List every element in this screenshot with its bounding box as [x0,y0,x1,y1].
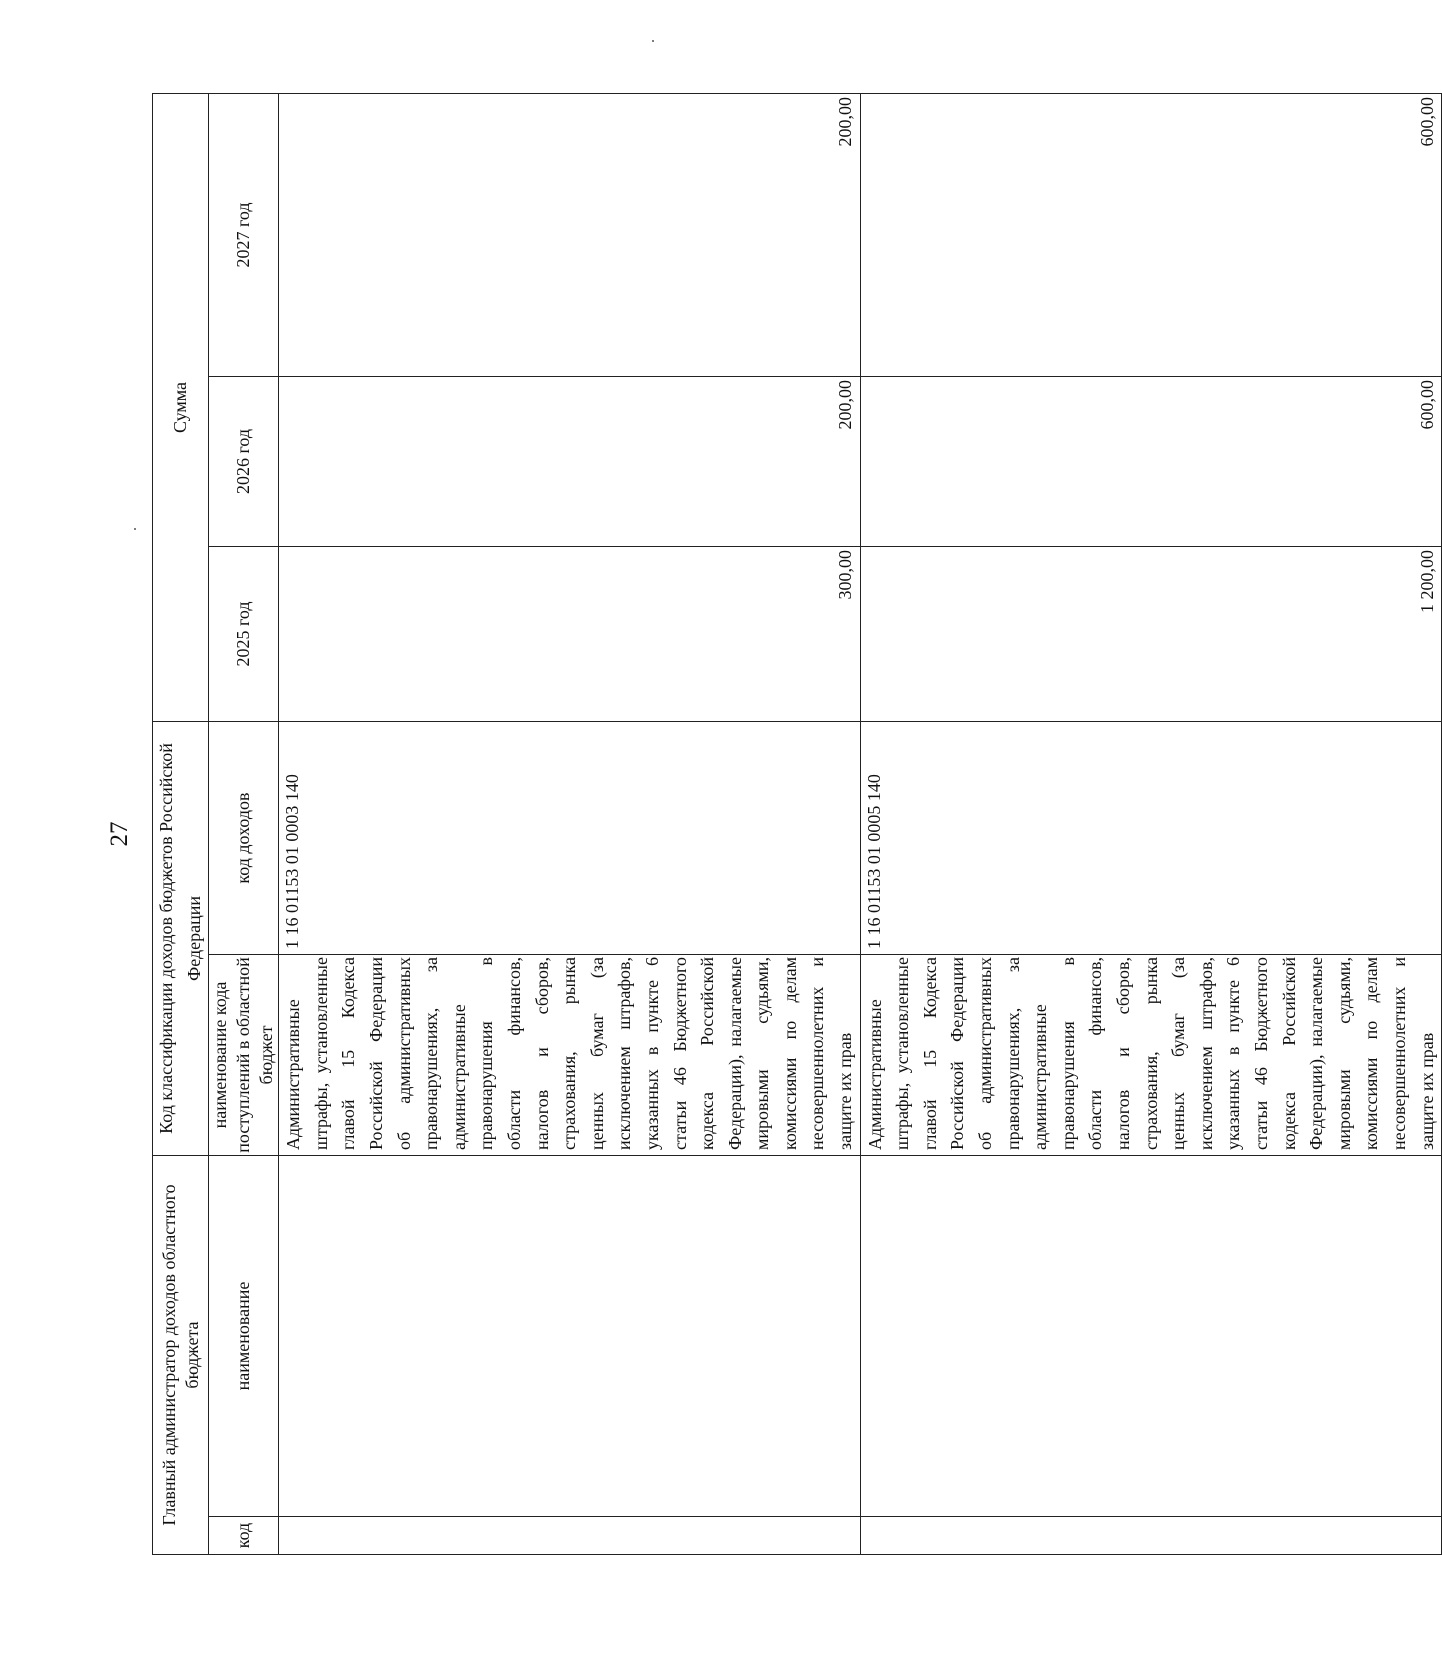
sum-2027-cell: 600,00 [860,93,1441,376]
revenue-code-cell: 1 16 01153 01 0005 140 [860,722,1441,955]
header-2026: 2026 год [209,377,279,547]
revenue-name-cell: Административные штрафы, установленные главой 15 Кодекса Российской Федерации об административных правонарушениях, за административные правонарушения в области финансов, налогов и сборов, страхования, рынка ценных бумаг (за исключением штрафов, указанных в пункте 6 статьи 46 Бюджетного кодекса Российской Федерации), налагаемые мировыми судьями, комиссиями по делам несовершеннолетних и защите их прав [860,955,1441,1156]
revenue-code-cell: 1 16 01153 01 0003 140 [279,722,860,955]
sum-2026-cell: 200,00 [279,377,860,547]
header-revenue-code: код доходов [209,722,279,955]
sum-2025-cell: 1 200,00 [860,547,1441,722]
header-code: код [209,1517,279,1555]
sum-2025-cell: 300,00 [279,547,860,722]
header-sum-group: Сумма [153,93,209,721]
header-2027: 2027 год [209,93,279,376]
scan-speck [652,40,654,42]
row-code [279,1517,860,1555]
revenue-name-cell: Административные штрафы, установленные главой 15 Кодекса Российской Федерации об административных правонарушениях, за административные правонарушения в области финансов, налогов и сборов, страхования, рынка ценных бумаг (за исключением штрафов, указанных в пункте 6 статьи 46 Бюджетного кодекса Российской Федерации), налагаемые мировыми судьями, комиссиями по делам несовершеннолетних и защите их прав [279,955,860,1156]
header-revenue-name: наименование кода поступлений в областной бюджет [209,955,279,1156]
header-name: наименование [209,1156,279,1517]
page-number: 27 [106,821,133,847]
row-name [279,1156,860,1517]
row-code [860,1517,1441,1555]
rotated-table-container [152,94,1437,1555]
header-classification-group: Код классификации доходов бюджетов Российской Федерации [153,722,209,1156]
table-row [860,93,1441,1554]
sum-2027-cell: 200,00 [279,93,860,376]
header-admin-group: Главный администратор доходов областного бюджета [153,1156,209,1555]
header-2025: 2025 год [209,547,279,722]
row-name [860,1156,1441,1517]
revenue-table [152,93,1442,1555]
scan-speck [134,528,136,530]
table-row [279,93,860,1554]
sum-2026-cell: 600,00 [860,377,1441,547]
